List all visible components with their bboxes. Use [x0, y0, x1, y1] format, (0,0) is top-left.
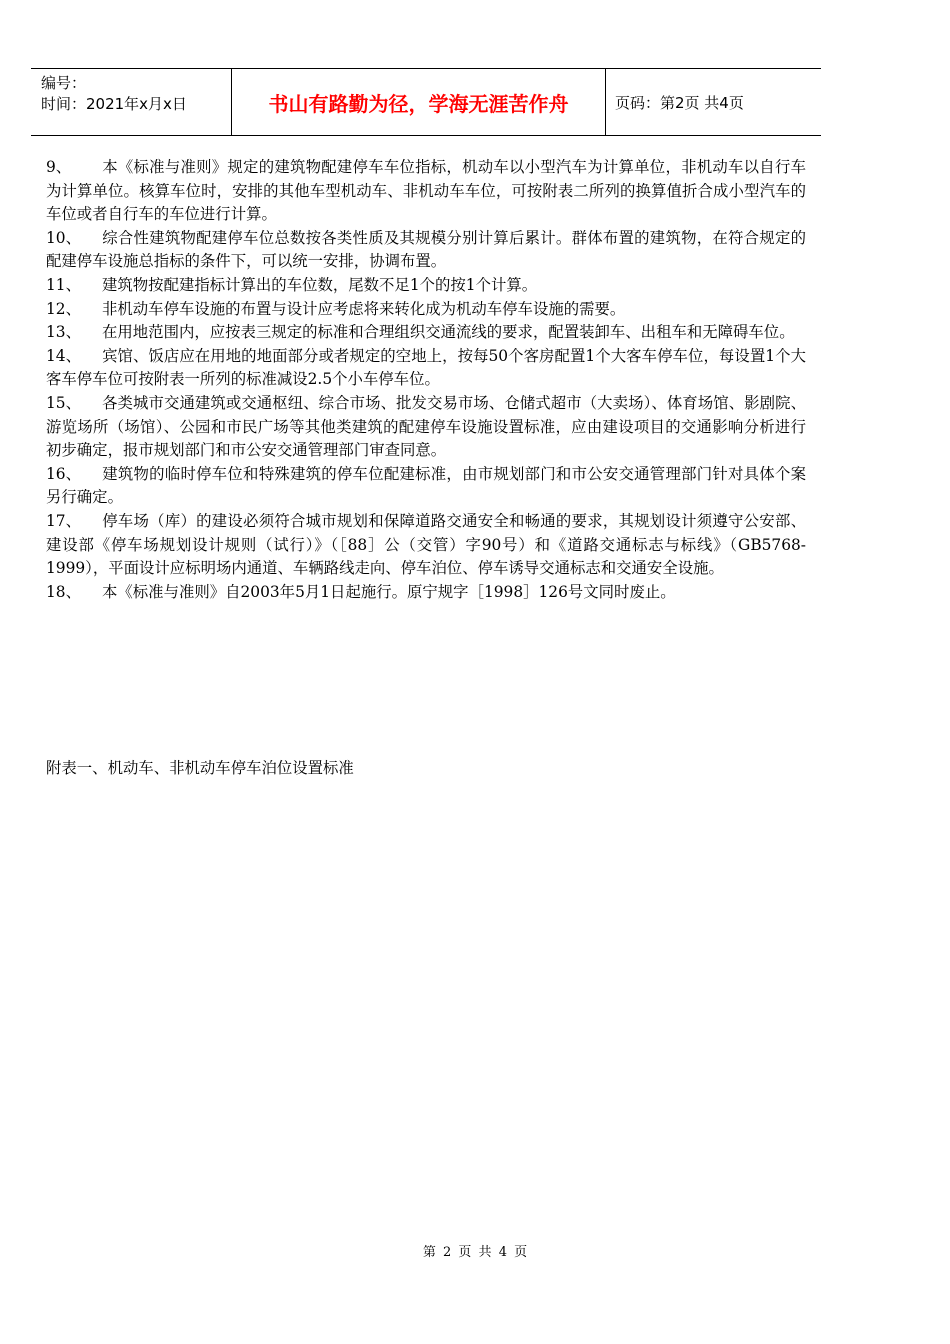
header-motto: 书山有路勤为径，学海无涯苦作舟	[268, 92, 569, 116]
header-meta	[41, 73, 187, 115]
clause-number: 15、	[46, 393, 81, 412]
clause-number: 11、	[46, 275, 81, 294]
document-body	[46, 156, 806, 604]
clause-9	[46, 156, 806, 227]
clause-text: 建筑物按配建指标计算出的车位数，尾数不足1个的按1个计算。	[102, 275, 538, 294]
clause-number: 13、	[46, 323, 81, 342]
clause-number: 10、	[46, 228, 81, 247]
clause-16	[46, 463, 806, 510]
clause-text: 停车场（库）的建设必须符合城市规划和保障道路交通安全和畅通的要求，其规划设计须遵守公安部、建设部《停车场规划设计规则（试行）》（［88］公（交管）字90号）和《道路交通标志与标线》（GB5768-1999），平面设计应标明场内通道、车辆路线走向、停车泊位、停车诱导交通标志和交通安全设施。	[46, 511, 806, 578]
clause-text: 综合性建筑物配建停车位总数按各类性质及其规模分别计算后累计。群体布置的建筑物，在符合规定的配建停车设施总指标的条件下，可以统一安排，协调布置。	[46, 228, 806, 271]
clause-14	[46, 345, 806, 392]
clause-number: 12、	[46, 299, 81, 318]
clause-17	[46, 510, 806, 581]
clause-text: 本《标准与准则》规定的建筑物配建停车车位指标，机动车以小型汽车为计算单位，非机动车以自行车为计算单位。核算车位时，安排的其他车型机动车、非机动车车位，可按附表二所列的换算值折合成小型汽车的车位或者自行车的车位进行计算。	[46, 158, 806, 224]
clause-text: 在用地范围内，应按表三规定的标准和合理组织交通流线的要求，配置装卸车、出租车和无障碍车位。	[102, 323, 795, 342]
clause-text: 非机动车停车设施的布置与设计应考虑将来转化成为机动车停车设施的需要。	[102, 299, 626, 318]
clause-12	[46, 298, 806, 322]
clause-text: 各类城市交通建筑或交通枢纽、综合市场、批发交易市场、仓储式超市（大卖场）、体育场馆、影剧院、游览场所（场馆）、公园和市民广场等其他类建筑的配建停车设施设置标准，应由建设项目的交通影响分析进行初步确定，报市规划部门和市公安交通管理部门审查同意。	[46, 393, 806, 460]
clause-18	[46, 581, 806, 605]
clause-number: 16、	[46, 464, 81, 483]
page-footer: 第 2 页 共 4 页	[422, 1245, 528, 1260]
header-page-code: 页码：第2页 共4页	[615, 94, 744, 112]
clause-number: 9、	[46, 158, 72, 176]
clause-13	[46, 321, 806, 345]
clause-number: 17、	[46, 511, 81, 530]
clause-11	[46, 274, 806, 298]
clause-number: 18、	[46, 582, 81, 601]
document-number-label: 编号：	[41, 74, 87, 92]
clause-15	[46, 392, 806, 463]
clause-text: 建筑物的临时停车位和特殊建筑的停车位配建标准，由市规划部门和市公安交通管理部门针对具体个案另行确定。	[46, 464, 806, 507]
clause-10	[46, 227, 806, 274]
page-header	[31, 68, 821, 136]
header-divider-right	[605, 69, 606, 135]
document-time-label: 时间：2021年x月x日	[41, 95, 187, 113]
clause-number: 14、	[46, 346, 81, 365]
clause-text: 本《标准与准则》自2003年5月1日起施行。原宁规字［1998］126号文同时废止。	[102, 582, 676, 601]
clause-text: 宾馆、饭店应在用地的地面部分或者规定的空地上，按每50个客房配置1个大客车停车位，每设置1个大客车停车位可按附表一所列的标准减设2.5个小车停车位。	[46, 346, 806, 389]
appendix-title: 附表一、机动车、非机动车停车泊位设置标准	[46, 759, 354, 777]
